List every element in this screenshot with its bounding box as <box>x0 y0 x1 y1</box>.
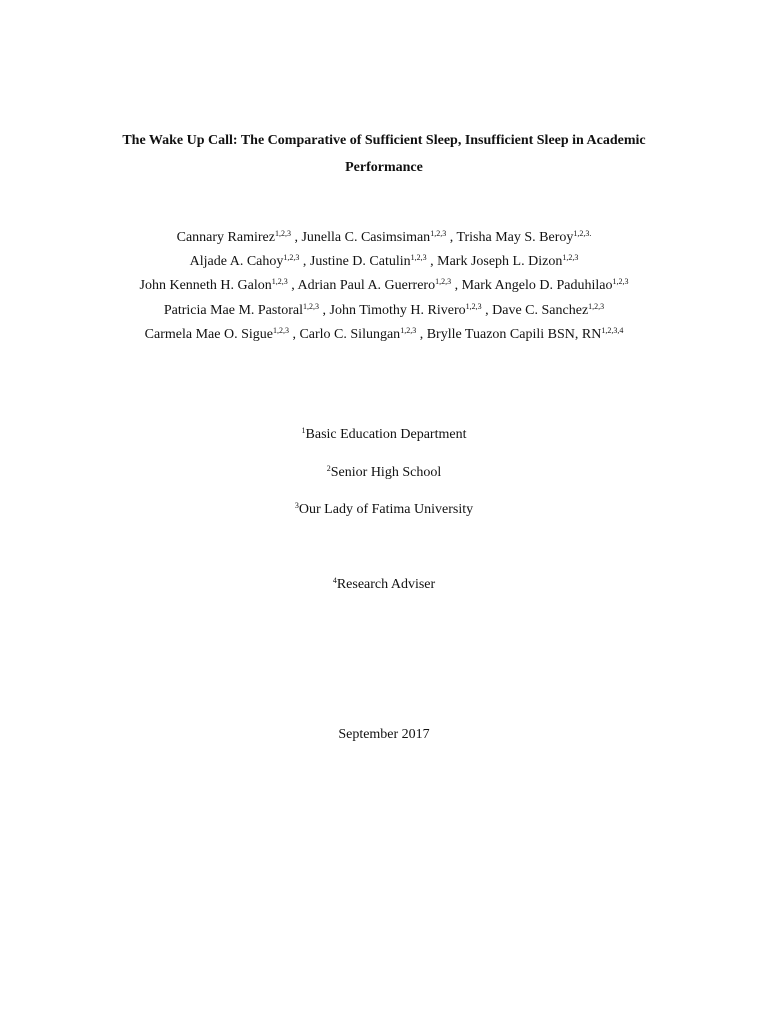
affiliation-text: Our Lady of Fatima University <box>298 502 474 517</box>
affiliation-number: 1 <box>301 426 306 435</box>
author-name-text: Adrian Paul A. Guerrero <box>297 278 436 294</box>
author-affiliation-marks: 1,2,3,4 <box>601 325 624 335</box>
author-separator: , <box>288 326 300 342</box>
author-separator: , <box>446 230 457 245</box>
author-separator: , <box>319 302 330 318</box>
author-name <box>140 278 288 293</box>
author-affiliation-marks: 1,2,3 <box>465 301 482 311</box>
author-name <box>164 303 319 318</box>
author-affiliation-marks: 1,2,3 <box>303 301 319 311</box>
author-name <box>456 230 591 245</box>
author-name-text: Carmela Mae O. Sigue <box>144 326 273 342</box>
author-name-text: Cannary Ramirez <box>176 230 275 245</box>
affiliation-2 <box>0 463 768 483</box>
author-name-text: Junella C. Casimsiman <box>301 230 431 245</box>
author-list <box>60 228 708 349</box>
affiliation-number: 3 <box>294 501 299 510</box>
title-line-2: Performance <box>345 160 423 175</box>
author-name <box>297 278 451 293</box>
author-name-text: Justine D. Catulin <box>309 254 411 270</box>
author-name-text: Trisha May S. Beroy <box>456 230 574 245</box>
author-name-text: Mark Angelo D. Paduhilao <box>461 278 613 294</box>
author-name <box>177 230 291 245</box>
publication-date: September 2017 <box>338 727 430 742</box>
author-affiliation-marks: 1,2,3 <box>400 325 417 335</box>
author-name <box>299 327 416 342</box>
author-line <box>60 252 708 276</box>
author-affiliation-marks: 1,2,3 <box>435 277 452 287</box>
author-affiliation-marks: 1,2,3 <box>274 229 291 238</box>
author-name-text: Aljade A. Cahoy <box>189 254 284 270</box>
author-affiliation-marks: 1,2,3 <box>430 229 447 238</box>
author-name <box>145 327 289 342</box>
author-name <box>301 230 446 245</box>
author-separator: , <box>299 254 310 270</box>
author-separator: , <box>416 326 427 342</box>
title-line-1: The Wake Up Call: The Comparative of Sufficient Sleep, Insufficient Sleep in Academic <box>122 133 646 148</box>
author-name-text: Mark Joseph L. Dizon <box>437 254 563 270</box>
author-affiliation-marks: 1,2,3 <box>410 253 427 263</box>
author-name <box>437 254 578 269</box>
affiliation-number: 2 <box>326 464 331 473</box>
author-separator: , <box>451 278 462 294</box>
author-line <box>60 276 708 300</box>
author-name-text: Carlo C. Silungan <box>299 326 401 342</box>
author-line <box>60 325 708 349</box>
author-name-text: Patricia Mae M. Pastoral <box>163 302 303 318</box>
affiliation-3 <box>0 500 768 520</box>
author-name <box>330 303 482 318</box>
author-separator: , <box>290 230 302 245</box>
author-separator: , <box>287 278 298 294</box>
author-affiliation-marks: 1,2,3 <box>272 325 289 335</box>
author-line <box>60 301 708 325</box>
author-affiliation-marks: 1,2,3 <box>612 277 629 287</box>
author-name-text: John Timothy H. Rivero <box>329 302 466 318</box>
affiliation-text: Senior High School <box>330 465 442 480</box>
author-name <box>310 254 427 269</box>
author-name <box>190 254 300 269</box>
author-name-text: Brylle Tuazon Capili BSN, RN <box>426 326 602 342</box>
author-affiliation-marks: 1,2,3 <box>588 301 605 311</box>
author-affiliation-marks: 1,2,3. <box>573 229 592 238</box>
author-affiliation-marks: 1,2,3 <box>283 253 300 263</box>
affiliation-text: Research Adviser <box>336 577 436 592</box>
affiliation-1 <box>0 425 768 445</box>
author-name-text: John Kenneth H. Galon <box>139 278 272 294</box>
affiliation-4 <box>0 575 768 595</box>
author-line <box>60 228 708 252</box>
affiliation-number: 4 <box>332 576 337 585</box>
author-affiliation-marks: 1,2,3 <box>271 277 288 287</box>
author-name-text: Dave C. Sanchez <box>492 302 589 318</box>
author-affiliation-marks: 1,2,3 <box>562 253 579 263</box>
paper-title <box>110 127 658 181</box>
author-separator: , <box>481 302 493 318</box>
author-separator: , <box>426 254 438 270</box>
author-name <box>462 278 629 293</box>
author-name <box>492 303 604 318</box>
author-name <box>427 327 624 342</box>
affiliation-text: Basic Education Department <box>305 427 467 442</box>
